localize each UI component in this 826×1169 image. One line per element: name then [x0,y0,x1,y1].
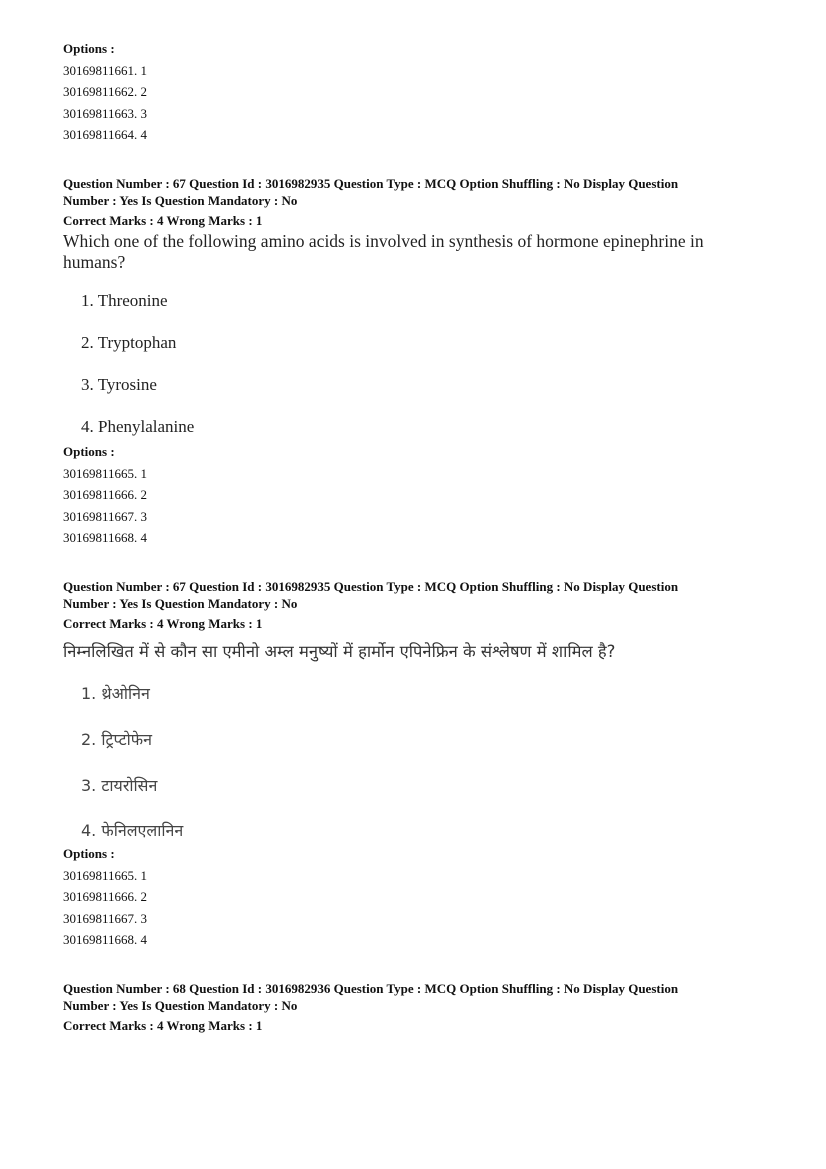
question-header-line2: Number : Yes Is Question Mandatory : No [63,998,298,1013]
answer-choice: 4. Phenylalanine [81,417,195,436]
option-item: 30169811662. 2 [63,84,148,99]
answer-choice: 3. Tyrosine [81,375,157,394]
question-marks: Correct Marks : 4 Wrong Marks : 1 [63,616,263,631]
options-label: Options : [63,846,115,861]
question-header-line2: Number : Yes Is Question Mandatory : No [63,596,298,611]
option-item: 30169811661. 1 [63,62,148,78]
options-block-q66 [63,38,763,146]
option-item: 30169811668. 4 [63,530,148,545]
question-67-english [63,175,763,273]
question-text-line2: humans? [63,252,126,272]
option-item: 30169811667. 3 [63,508,148,524]
question-header-line1: Question Number : 67 Question Id : 3016982935 Question Type : MCQ Option Shuffling : No Display Question [63,176,679,191]
option-item: 30169811668. 4 [63,932,148,947]
answer-choice: 2. Tryptophan [81,333,177,352]
options-label: Options : [63,444,115,459]
question-header-line1: Question Number : 67 Question Id : 3016982935 Question Type : MCQ Option Shuffling : No Display Question [63,579,679,594]
answer-choice: 1. थ्रेओनिन [81,684,150,703]
options-block-q67-english [63,441,763,549]
question-header-line1: Question Number : 68 Question Id : 3016982936 Question Type : MCQ Option Shuffling : No Display Question [63,981,679,996]
question-text-hindi: निम्नलिखित में से कौन सा एमीनो अम्ल मनुष्यों में हार्मोन एपिनेफ्रिन के संश्लेषण में शामिल है? [63,642,616,661]
question-marks: Correct Marks : 4 Wrong Marks : 1 [63,1018,263,1033]
options-label: Options : [63,41,115,56]
option-item: 30169811663. 3 [63,105,148,121]
option-item: 30169811667. 3 [63,910,148,926]
option-item: 30169811666. 2 [63,487,148,502]
question-68 [63,980,763,1034]
options-block-q67-hindi [63,843,763,951]
answer-choice: 3. टायरोसिन [81,776,158,795]
question-marks: Correct Marks : 4 Wrong Marks : 1 [63,213,263,228]
question-67-hindi [63,578,763,632]
option-item: 30169811664. 4 [63,127,148,142]
answer-choice: 4. फेनिलएलानिन [81,821,184,840]
option-item: 30169811665. 1 [63,867,148,883]
question-text-line1: Which one of the following amino acids is involved in synthesis of hormone epinephrine in [63,231,704,251]
option-item: 30169811666. 2 [63,889,148,904]
question-header-line2: Number : Yes Is Question Mandatory : No [63,193,298,208]
option-item: 30169811665. 1 [63,465,148,481]
answer-choice: 1. Threonine [81,291,168,310]
answer-choice: 2. ट्रिप्टोफेन [81,730,152,749]
